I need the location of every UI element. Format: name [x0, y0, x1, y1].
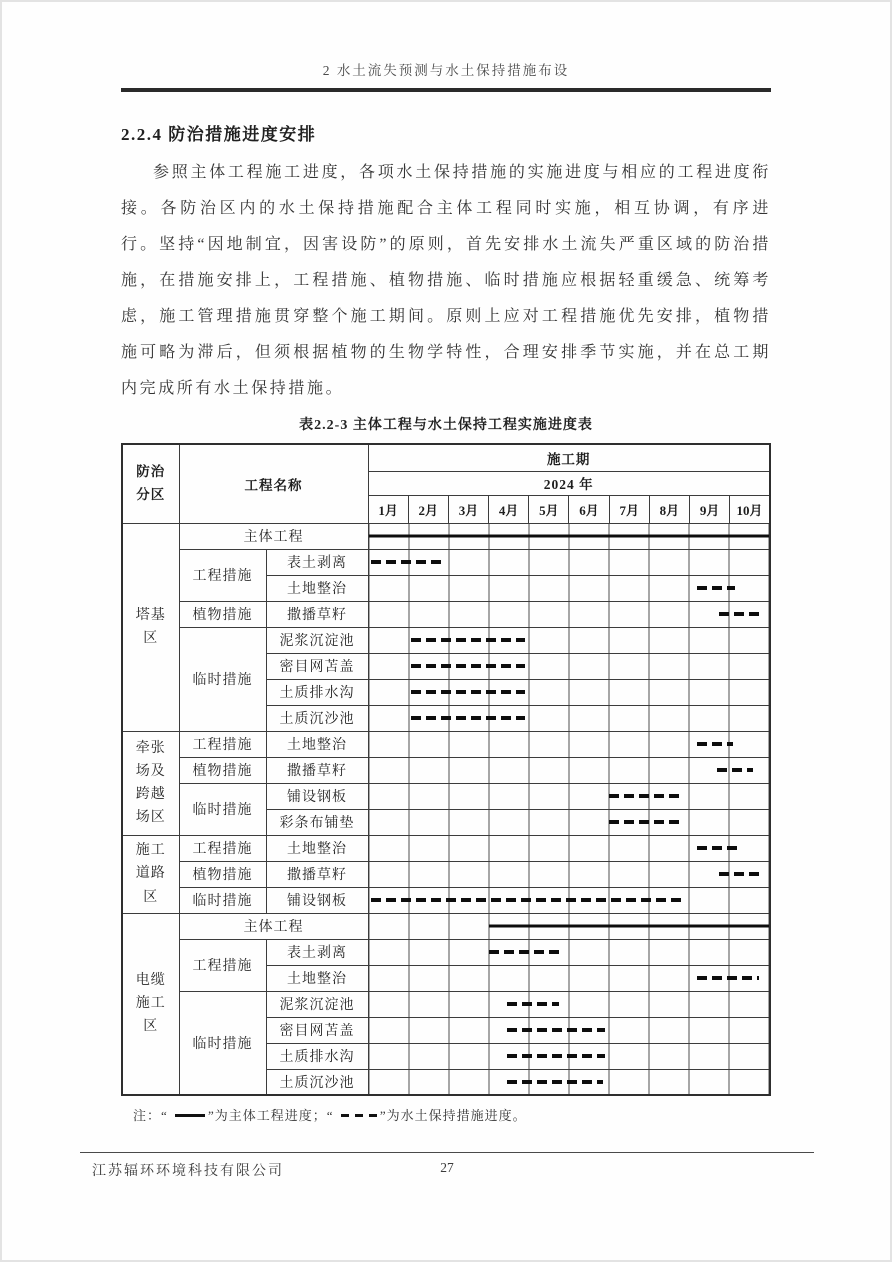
gantt-cell [368, 783, 770, 809]
zone-cell-text: 塔基区 [135, 607, 166, 646]
zone-header-text: 防治分区 [136, 464, 166, 502]
column-header-month: 7月 [609, 495, 649, 523]
gantt-bar [507, 1002, 559, 1006]
column-header-month: 1月 [368, 495, 408, 523]
measure-cell: 临时措施 [179, 783, 266, 835]
zone-cell [122, 523, 179, 731]
zone-cell-text: 电缆施工区 [135, 973, 166, 1035]
gantt-bar [411, 638, 525, 642]
column-header-project: 工程名称 [179, 444, 368, 523]
measure-cell: 临时措施 [179, 627, 266, 731]
gantt-cell [368, 1069, 770, 1095]
gantt-cell [368, 809, 770, 835]
gantt-cell [368, 939, 770, 965]
gantt-cell [368, 757, 770, 783]
gantt-bar [719, 872, 759, 876]
gantt-cell [368, 965, 770, 991]
page-number: 27 [440, 1160, 454, 1175]
work-name-cell: 泥浆沉淀池 [266, 991, 368, 1017]
work-name-cell: 土质沉沙池 [266, 1069, 368, 1095]
work-name-cell: 撒播草籽 [266, 861, 368, 887]
gantt-bar [717, 768, 753, 772]
zone-cell-text: 施工道路区 [135, 843, 166, 905]
column-header-month: 10月 [730, 495, 770, 523]
table-row [122, 991, 770, 1017]
measure-cell: 工程措施 [179, 939, 266, 991]
work-name-cell: 土质排水沟 [266, 1043, 368, 1069]
table-row [122, 627, 770, 653]
header-double-rule [121, 88, 771, 92]
work-name-cell: 表土剥离 [266, 549, 368, 575]
column-header-month: 4月 [489, 495, 529, 523]
table-row [122, 913, 770, 939]
gantt-bar [697, 586, 735, 590]
gantt-cell [368, 575, 770, 601]
zone-cell [122, 835, 179, 913]
gantt-bar [697, 846, 737, 850]
work-name-cell: 铺设钢板 [266, 887, 368, 913]
gantt-bar [489, 950, 561, 954]
table-note [121, 1105, 771, 1124]
note-dashed-text: ”为水土保持措施进度。 [379, 1108, 527, 1123]
measure-cell: 临时措施 [179, 991, 266, 1095]
gantt-cell [368, 731, 770, 757]
work-name-cell: 土地整治 [266, 575, 368, 601]
gantt-bar [719, 612, 761, 616]
work-name-cell: 彩条布铺垫 [266, 809, 368, 835]
work-name-cell: 土质排水沟 [266, 679, 368, 705]
gantt-bar [371, 898, 683, 902]
table-row [122, 887, 770, 913]
work-name-cell: 土质沉沙池 [266, 705, 368, 731]
measure-cell: 工程措施 [179, 549, 266, 601]
gantt-cell [368, 523, 770, 549]
column-header-month: 8月 [649, 495, 689, 523]
solid-line-sample-icon [175, 1114, 205, 1117]
table-row [122, 939, 770, 965]
zone-cell [122, 731, 179, 835]
gantt-cell [368, 679, 770, 705]
page-footer [80, 1152, 814, 1179]
work-name-cell: 密目网苫盖 [266, 653, 368, 679]
gantt-cell [368, 549, 770, 575]
gantt-cell [368, 991, 770, 1017]
column-header-zone [122, 444, 179, 523]
measure-cell: 工程措施 [179, 731, 266, 757]
work-name-cell: 土地整治 [266, 731, 368, 757]
gantt-bar [507, 1028, 605, 1032]
gantt-bar [609, 794, 683, 798]
header-row-1 [122, 444, 770, 471]
dashed-line-sample-icon [341, 1114, 377, 1117]
schedule-table [121, 443, 771, 1096]
section-heading: 2.2.4 防治措施进度安排 [121, 125, 317, 144]
measure-cell: 植物措施 [179, 601, 266, 627]
column-header-period: 施工期 [368, 444, 770, 471]
gantt-bar [697, 976, 759, 980]
work-name-cell: 表土剥离 [266, 939, 368, 965]
table-row [122, 731, 770, 757]
work-name-cell: 撒播草籽 [266, 757, 368, 783]
zone-cell-text: 牵张场及跨越场区 [135, 740, 166, 826]
work-name-cell: 土地整治 [266, 835, 368, 861]
gantt-bar [411, 664, 525, 668]
measure-cell: 工程措施 [179, 835, 266, 861]
main-project-cell: 主体工程 [179, 523, 368, 549]
gantt-bar [489, 925, 769, 928]
note-prefix: 注：“ [133, 1108, 173, 1123]
gantt-bar [411, 716, 525, 720]
gantt-cell [368, 913, 770, 939]
work-name-cell: 泥浆沉淀池 [266, 627, 368, 653]
table-row [122, 783, 770, 809]
column-header-month: 6月 [569, 495, 609, 523]
gantt-bar [697, 742, 733, 746]
column-header-month: 3月 [448, 495, 488, 523]
measure-cell: 植物措施 [179, 757, 266, 783]
gantt-cell [368, 861, 770, 887]
gantt-bar [371, 560, 445, 564]
gantt-cell [368, 601, 770, 627]
gantt-bar [507, 1054, 605, 1058]
measure-cell: 临时措施 [179, 887, 266, 913]
note-solid-text: ”为主体工程进度；“ [208, 1108, 338, 1123]
running-header: 2 水土流失预测与水土保持措施布设 [322, 63, 570, 78]
zone-cell [122, 913, 179, 1095]
table-row [122, 835, 770, 861]
table-row [122, 861, 770, 887]
column-header-month: 9月 [690, 495, 730, 523]
table-row [122, 601, 770, 627]
measure-cell: 植物措施 [179, 861, 266, 887]
gantt-cell [368, 653, 770, 679]
gantt-bar [411, 690, 525, 694]
work-name-cell: 撒播草籽 [266, 601, 368, 627]
table-title: 表2.2-3 主体工程与水土保持工程实施进度表 [299, 418, 593, 433]
gantt-cell [368, 627, 770, 653]
gantt-cell [368, 705, 770, 731]
table-row [122, 757, 770, 783]
gantt-bar [507, 1080, 603, 1084]
body-paragraph: 参照主体工程施工进度，各项水土保持措施的实施进度与相应的工程进度衔接。各防治区内的水土保持措施配合主体工程同时实施，相互协调，有序进行。坚持“因地制宜，因害设防”的原则，首先安排水土流失严重区域的防治措施，在措施安排上，工程措施、植物措施、临时措施应根据轻重缓急、统筹考虑，施工管理措施贯穿整个施工期间。原则上应对工程措施优先安排，植物措施可略为滞后，但须根据植物的生物学特性，合理安排季节实施，并在总工期内完成所有水土保持措施。 [121, 164, 771, 397]
work-name-cell: 土地整治 [266, 965, 368, 991]
gantt-cell [368, 1043, 770, 1069]
table-row [122, 523, 770, 549]
gantt-bar [609, 820, 683, 824]
column-header-month: 2月 [408, 495, 448, 523]
work-name-cell: 密目网苫盖 [266, 1017, 368, 1043]
table-row [122, 549, 770, 575]
gantt-cell [368, 887, 770, 913]
work-name-cell: 铺设钢板 [266, 783, 368, 809]
column-header-year: 2024 年 [368, 471, 770, 495]
gantt-cell [368, 1017, 770, 1043]
main-project-cell: 主体工程 [179, 913, 368, 939]
gantt-cell [368, 835, 770, 861]
gantt-bar [369, 535, 769, 538]
page-content [121, 120, 771, 1124]
column-header-month: 5月 [529, 495, 569, 523]
footer-company: 江苏辐环环境科技有限公司 [92, 1164, 284, 1179]
